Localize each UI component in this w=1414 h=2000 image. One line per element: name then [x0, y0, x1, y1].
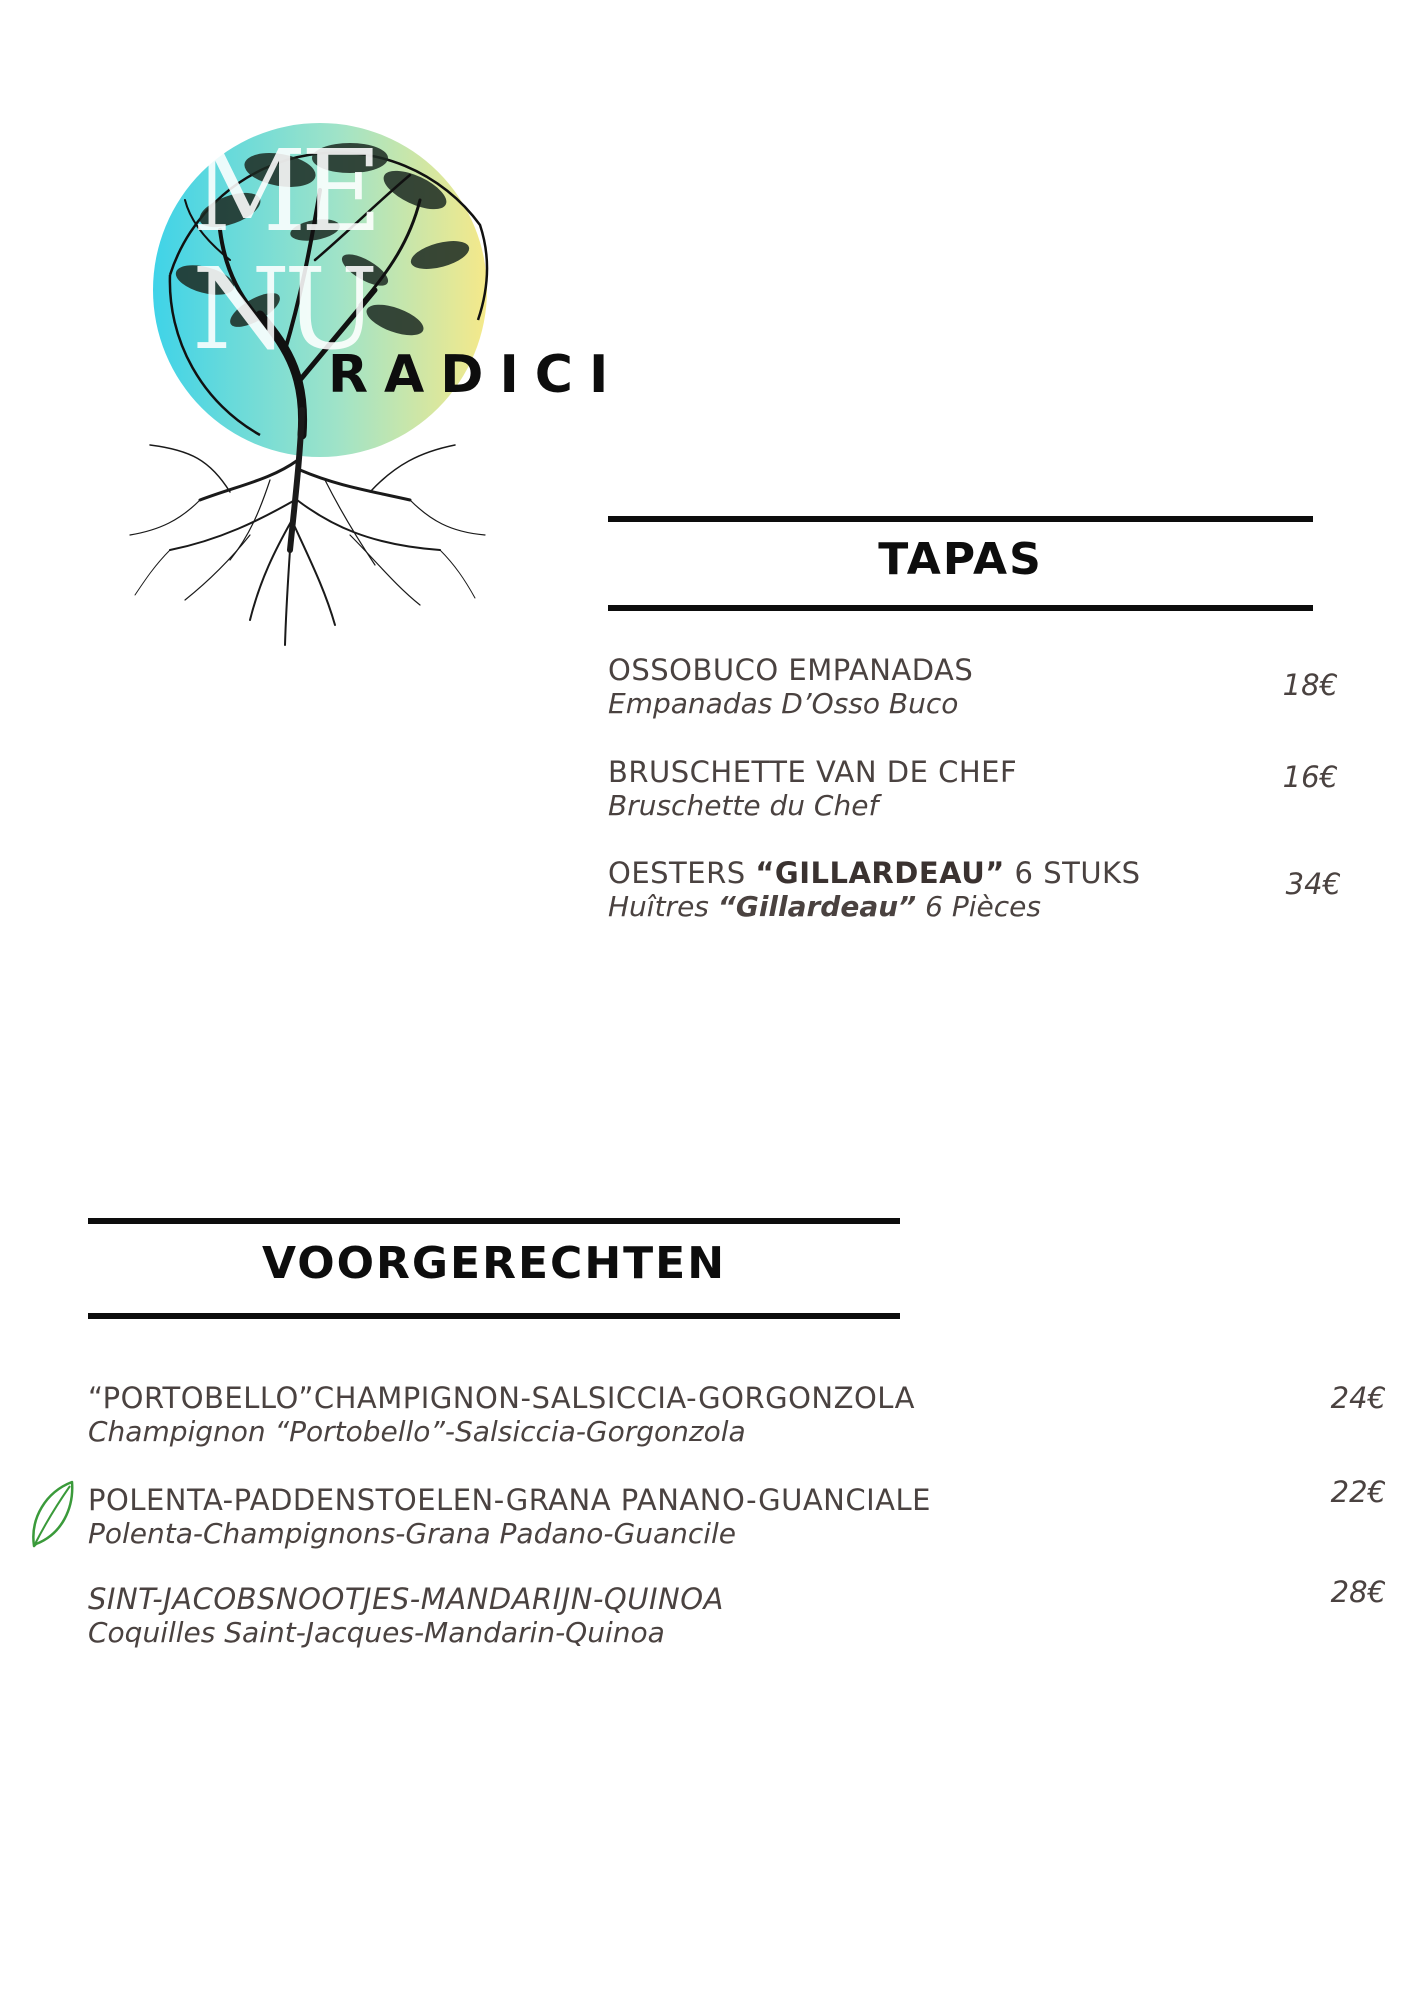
- item-subtitle: Empanadas D’Osso Buco: [608, 687, 959, 720]
- item-name-part: 6 STUKS: [1004, 856, 1141, 890]
- item-subtitle-part: Huîtres: [608, 890, 718, 923]
- tapas-rule-bottom: [608, 605, 1313, 611]
- item-price: 16€: [1282, 760, 1338, 794]
- item-name: SINT-JACOBSNOOTJES-MANDARIJN-QUINOA: [88, 1582, 724, 1616]
- menu-item: [608, 653, 973, 721]
- voorgerechten-rule-bottom: [88, 1313, 900, 1319]
- section-title-tapas: TAPAS: [878, 534, 1043, 585]
- item-price: 28€: [1330, 1575, 1386, 1609]
- logo-name: RADICI: [328, 345, 625, 405]
- item-subtitle: Coquilles Saint-Jacques-Mandarin-Quinoa: [88, 1616, 665, 1649]
- item-subtitle-bold: “Gillardeau”: [717, 890, 917, 923]
- item-name: POLENTA-PADDENSTOELEN-GRANA PANANO-GUANCIALE: [88, 1483, 931, 1517]
- item-subtitle: [608, 890, 1140, 924]
- menu-item: [608, 856, 1140, 924]
- item-price: 34€: [1285, 867, 1341, 901]
- item-name: BRUSCHETTE VAN DE CHEF: [608, 755, 1018, 789]
- item-name: “PORTOBELLO”CHAMPIGNON-SALSICCIA-GORGONZOLA: [88, 1381, 915, 1415]
- menu-item: [608, 755, 1017, 823]
- logo-letters-top: ME: [192, 127, 377, 257]
- item-subtitle-part: 6 Pièces: [916, 890, 1041, 923]
- item-price: 18€: [1282, 668, 1338, 702]
- menu-item: [88, 1582, 724, 1650]
- voorgerechten-rule-top: [88, 1218, 900, 1224]
- item-name-bold: “GILLARDEAU”: [755, 856, 1005, 890]
- menu-item: [88, 1483, 931, 1551]
- section-title-voorgerechten: VOORGERECHTEN: [261, 1238, 727, 1289]
- item-subtitle: Polenta-Champignons-Grana Padano-Guancile: [88, 1517, 737, 1550]
- item-price: 22€: [1330, 1475, 1386, 1509]
- item-subtitle: Bruschette du Chef: [608, 789, 879, 822]
- tapas-rule-top: [608, 516, 1313, 522]
- logo-letters-bottom: NU: [192, 245, 373, 375]
- vegetarian-leaf-icon: [28, 1478, 76, 1552]
- item-subtitle: Champignon “Portobello”-Salsiccia-Gorgonzola: [88, 1415, 746, 1448]
- item-name: OSSOBUCO EMPANADAS: [608, 653, 974, 687]
- item-name: [608, 856, 1140, 890]
- item-price: 24€: [1330, 1381, 1386, 1415]
- radici-logo: [110, 80, 625, 650]
- menu-item: [88, 1381, 915, 1449]
- item-name-part: OESTERS: [608, 856, 756, 890]
